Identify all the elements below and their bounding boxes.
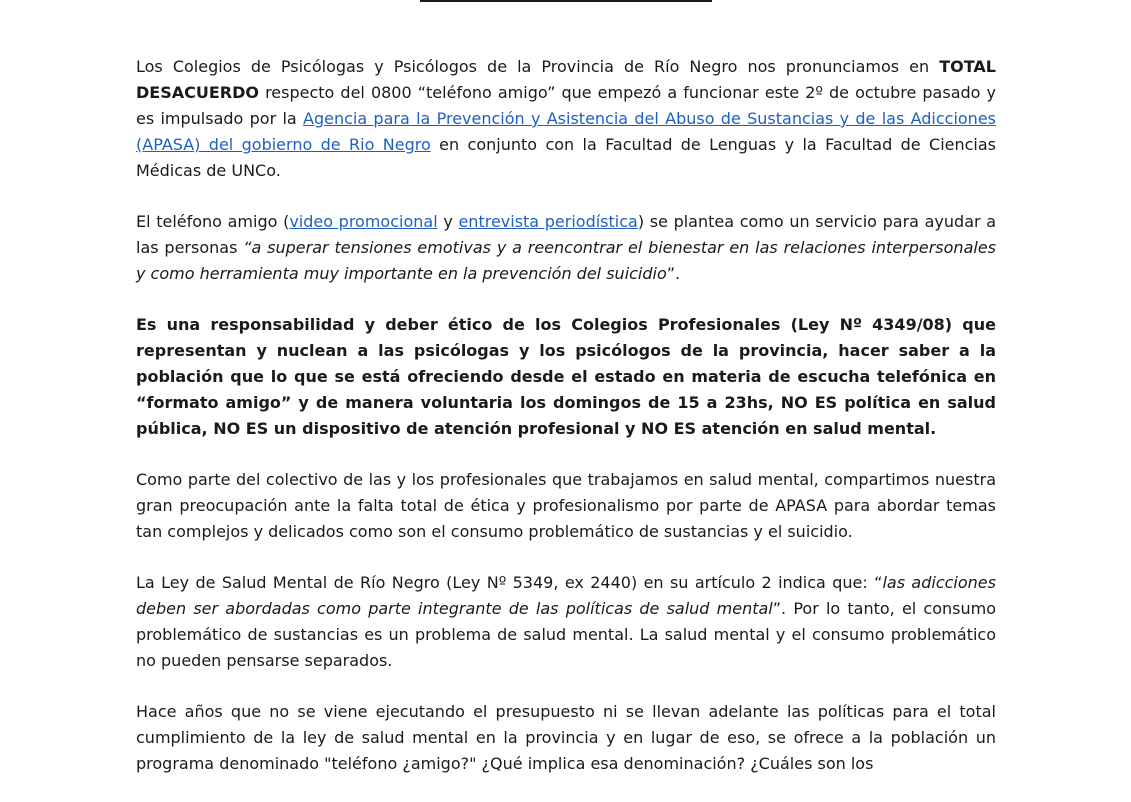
link-apasa-agency[interactable]: Agencia para la Prevención y Asistencia del Abuso de Sustancias y de las Adicciones (APASA) del gobierno de Rio Negro — [136, 109, 996, 154]
quote-italic: “a superar tensiones emotivas y a reencontrar el bienestar en las relaciones interpersonales y como herramienta muy importante en la prevención del suicidio — [136, 238, 996, 283]
emphasis-total-desacuerdo: TOTAL DESACUERDO — [136, 57, 996, 102]
paragraph-5 — [136, 570, 996, 674]
document-body — [136, 54, 996, 802]
link-entrevista-periodistica[interactable]: entrevista periodística — [458, 212, 638, 231]
paragraph-6: Hace años que no se viene ejecutando el presupuesto ni se llevan adelante las políticas para el total cumplimiento de la ley de salud mental en la provincia y en lugar de eso, se ofrece a la población un programa denominado "teléfono ¿amigo?" ¿Qué implica esa denominación? ¿Cuáles son los — [136, 702, 996, 773]
title-underline — [420, 0, 712, 2]
text: El teléfono amigo ( — [136, 212, 290, 231]
text: ”. — [666, 264, 681, 283]
text: La Ley de Salud Mental de Río Negro (Ley Nº 5349, ex 2440) en su artículo 2 indica que: “ — [136, 573, 883, 592]
paragraph-4: Como parte del colectivo de las y los profesionales que trabajamos en salud mental, compartimos nuestra gran preocupación ante la falta total de ética y profesionalismo por parte de APASA para abordar temas tan complejos y delicados como son el consumo problemático de sustancias y el suicidio. — [136, 470, 996, 541]
paragraph-1 — [136, 54, 996, 184]
text: en conjunto con la Facultad de Lenguas y la Facultad de Ciencias Médicas de UNCo. — [136, 135, 997, 180]
text: respecto del 0800 “teléfono amigo” que empezó a funcionar este 2º de octubre pasado y es impulsado por la — [136, 83, 996, 128]
text: y — [437, 212, 459, 231]
text: ”. Por lo tanto, el consumo problemático de sustancias es un problema de salud mental. La salud mental y el consumo problemático no pueden pensarse separados. — [136, 599, 997, 670]
law-quote-italic: las adicciones deben ser abordadas como parte integrante de las políticas de salud mental — [136, 573, 996, 618]
text: Los Colegios de Psicólogas y Psicólogos de la Provincia de Río Negro nos pronunciamos en — [136, 57, 940, 76]
paragraph-2 — [136, 209, 996, 287]
paragraph-3-bold-statement: Es una responsabilidad y deber ético de los Colegios Profesionales (Ley Nº 4349/08) que representan y nuclean a las psicólogas y los psicólogos de la provincia, hacer saber a la población que lo que se está ofreciendo desde el estado en materia de escucha telefónica en “formato amigo” y de manera voluntaria los domingos de 15 a 23hs, NO ES política en salud pública, NO ES un dispositivo de atención profesional y NO ES atención en salud mental. — [136, 315, 996, 438]
link-video-promocional[interactable]: video promocional — [289, 212, 438, 231]
text: ) se plantea como un servicio para ayudar a las personas — [136, 212, 997, 257]
